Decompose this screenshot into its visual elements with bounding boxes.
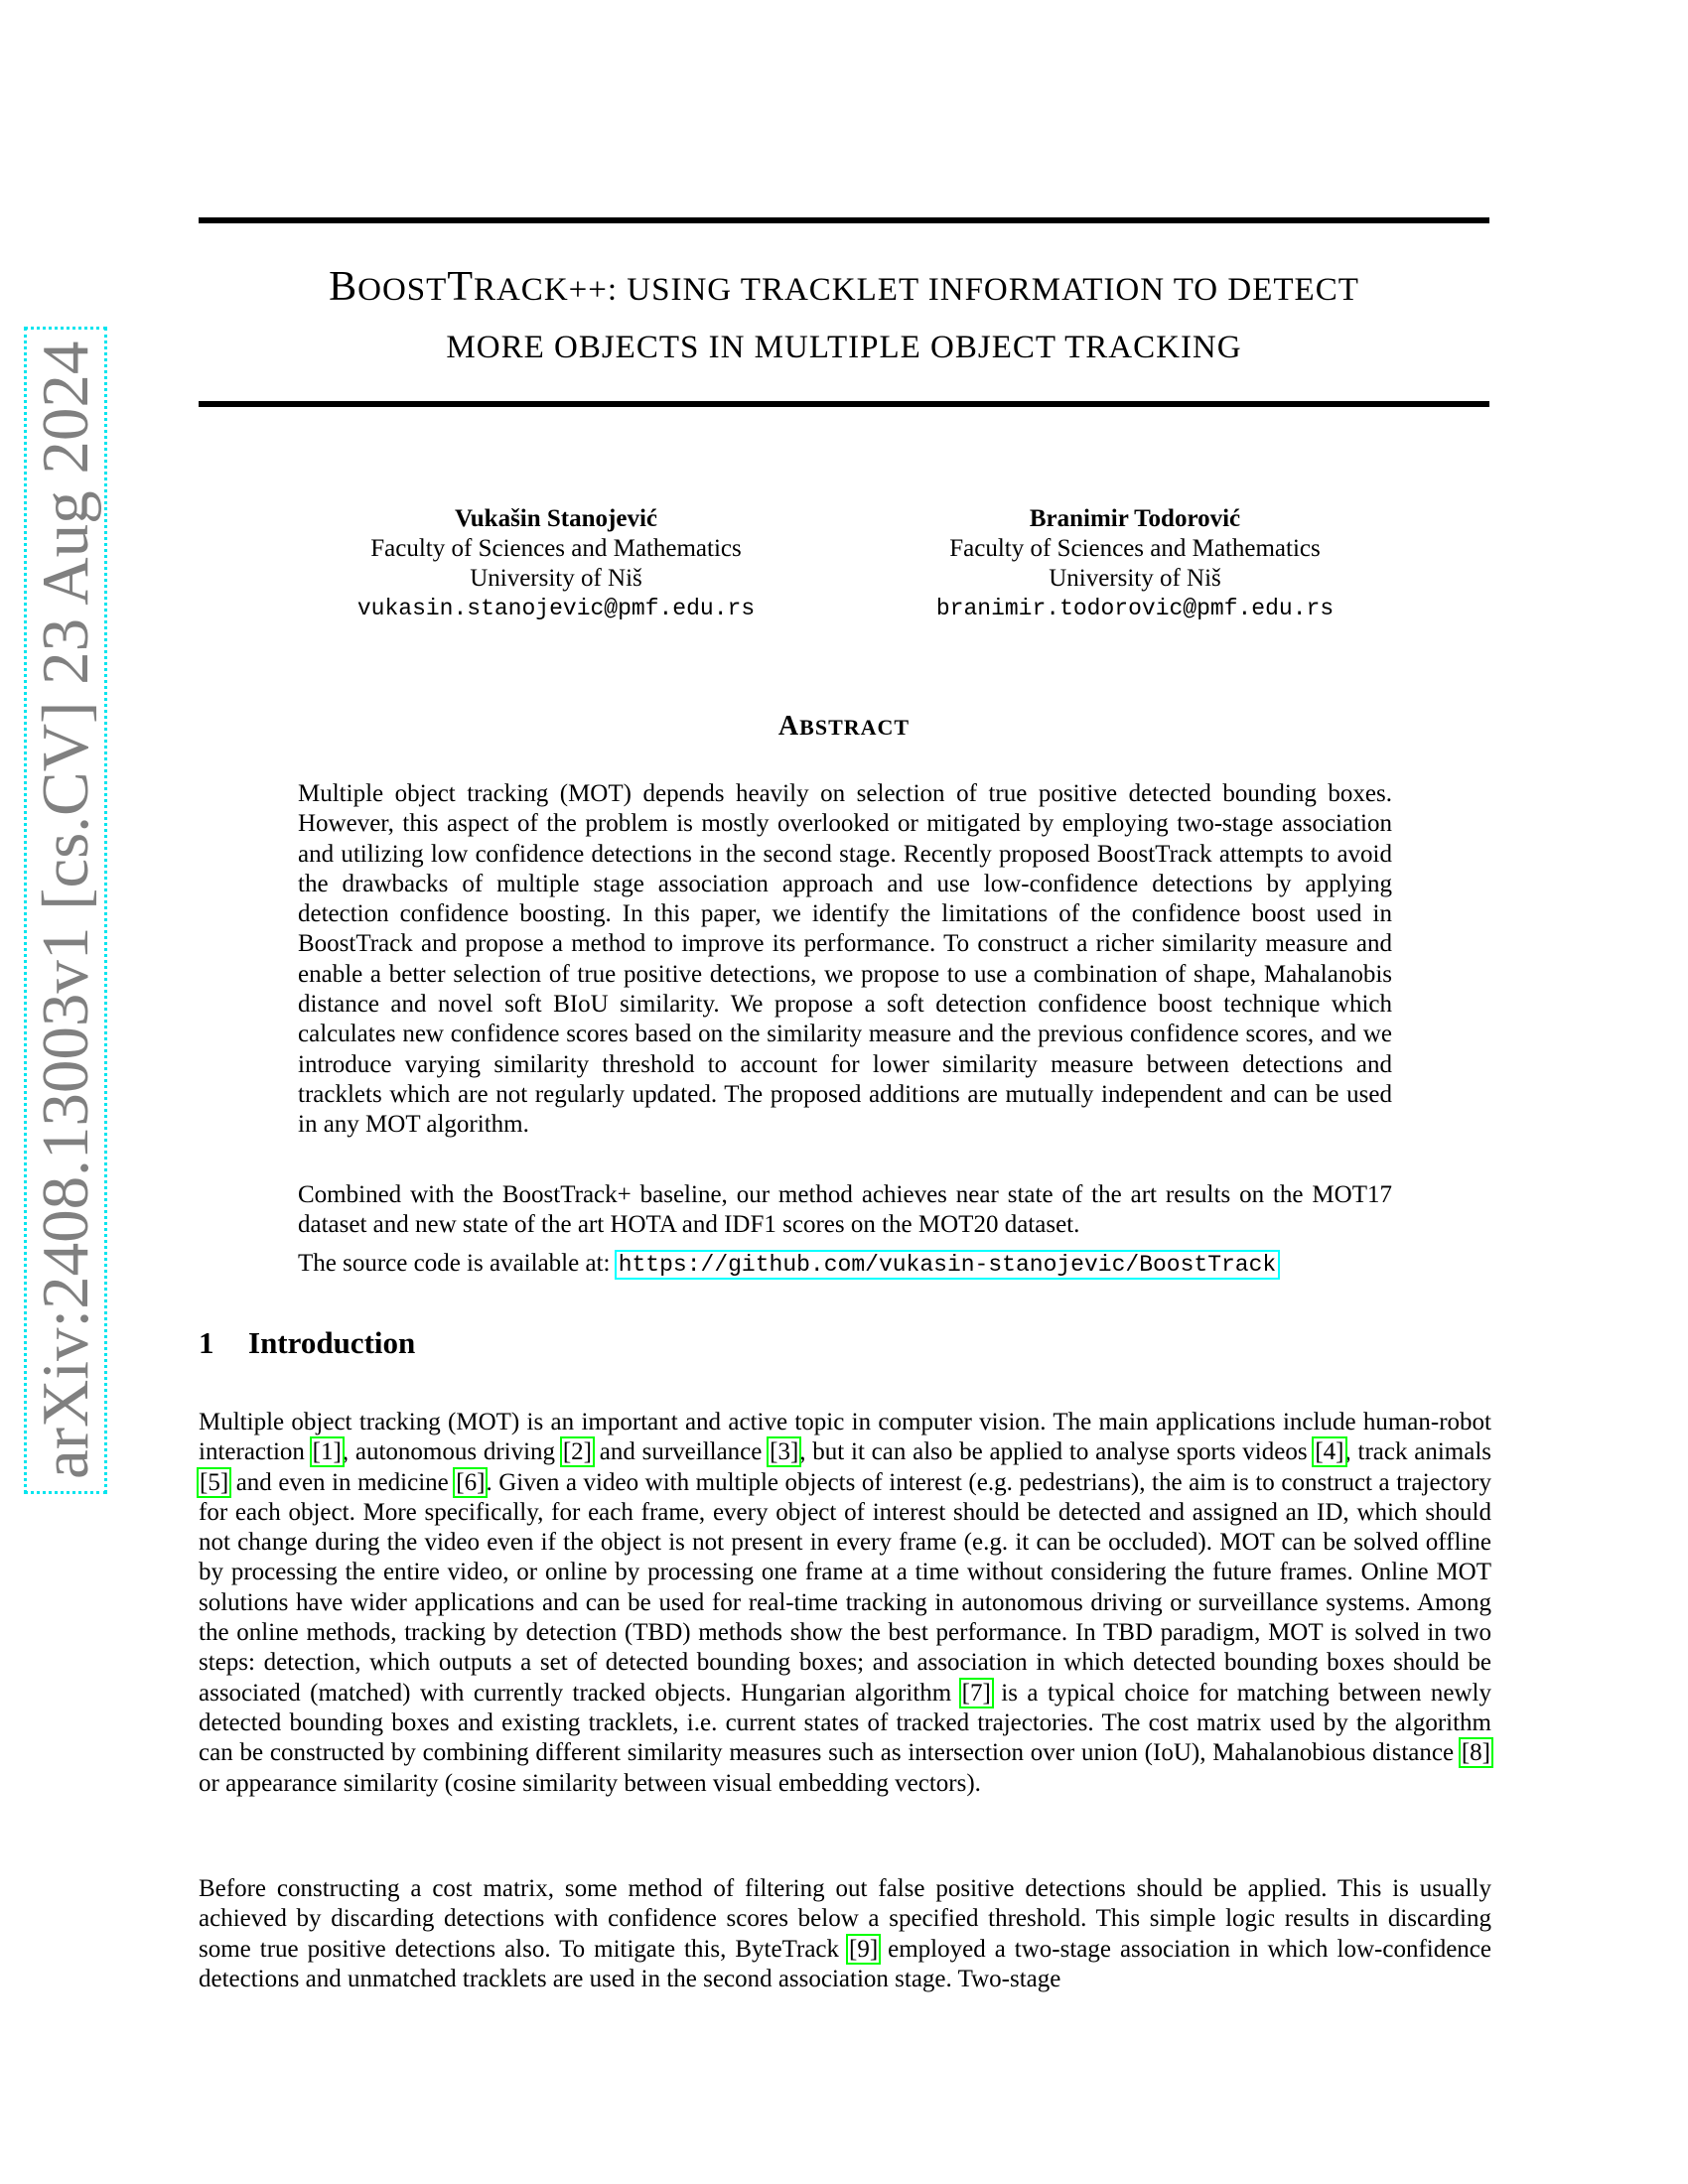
abstract-paragraph: Combined with the BoostTrack+ baseline, our method achieves near state of the art results on the MOT17 dataset and new state of the art HOTA and IDF1 scores on the MOT20 dataset. [298, 1181, 1392, 1239]
author-university: University of Niš [470, 565, 642, 592]
citation-link[interactable]: [3] [770, 1438, 799, 1466]
paper-title [199, 260, 1489, 375]
abstract-paragraph [298, 1249, 1392, 1280]
intro-paragraph: Multiple object tracking (MOT) is an important and active topic in computer vision. The main applications include human-robot interaction [1], autonomous driving [2] and surveillance [3], but it can also be applied to analyse sports videos [4], track animals [5] and even in medicine [6]. Given a video with multiple objects of interest (e.g. pedestrians), the aim is to construct a trajectory for each object. More specifically, for each frame, every object of interest should be detected and assigned an ID, which should not change during the video even if the object is not present in every frame (e.g. it can be occluded). MOT can be solved offline by processing the entire video, or online by processing one frame at a time without considering the future frames. Online MOT solutions have wider applications and can be used for real-time tracking in autonomous driving or surveillance systems. Among the online methods, tracking by detection (TBD) methods show the best performance. In TBD paradigm, MOT is solved in two steps: detection, which outputs a set of detected bounding boxes; and association in which detected bounding boxes should be associated (matched) with currently tracked objects. Hungarian algorithm [7] is a typical choice for matching between newly detected bounding boxes and existing tracklets, i.e. current states of tracked trajectories. The cost matrix used by the algorithm can be constructed by combining different similarity measures such as intersection over union (IoU), Mahalanobious distance [8] or appearance similarity (cosine similarity between visual embedding vectors). [199, 1409, 1492, 1797]
author-affiliation: Faculty of Sciences and Mathematics [949, 535, 1321, 562]
citation-link[interactable]: [6] [456, 1468, 486, 1496]
author-name: Vukašin Stanojević [455, 505, 657, 532]
arxiv-identifier-stamp[interactable]: arXiv:2408.13003v1 [cs.CV] 23 Aug 2024 [24, 327, 107, 1494]
title-rule-top [199, 217, 1489, 223]
author-affiliation: Faculty of Sciences and Mathematics [370, 535, 742, 562]
citation-link[interactable]: [1] [312, 1438, 342, 1466]
title-line-1: BOOSTTRACK++: USING TRACKLET INFORMATION TO DETECT [329, 264, 1359, 310]
author-email: branimir.todorovic@pmf.edu.rs [935, 596, 1335, 621]
section-heading [199, 1325, 415, 1361]
author-email: vukasin.stanojevic@pmf.edu.rs [356, 596, 756, 621]
title-rule-bottom [199, 401, 1489, 407]
section-title: Introduction [248, 1325, 416, 1360]
title-line-2: MORE OBJECTS IN MULTIPLE OBJECT TRACKING [446, 330, 1242, 365]
citation-link[interactable]: [8] [1461, 1739, 1490, 1767]
citation-link[interactable]: [2] [562, 1438, 592, 1466]
citation-link[interactable]: [5] [200, 1468, 229, 1496]
abstract-heading: ABSTRACT [777, 711, 911, 742]
author-block [328, 504, 784, 623]
author-university: University of Niš [1049, 565, 1221, 592]
section-number: 1 [199, 1325, 214, 1360]
intro-paragraph: Before constructing a cost matrix, some method of filtering out false positive detections should be applied. This is usually achieved by discarding detections with confidence scores below a specified threshold. This simple logic results in discarding some true positive detections also. To mitigate this, ByteTrack [9] employed a two-stage association in which low-confidence detections and unmatched tracklets are used in the second association stage. Two-stage [199, 1875, 1491, 1992]
citation-link[interactable]: [9] [849, 1935, 879, 1963]
author-name: Branimir Todorović [1029, 505, 1241, 532]
source-code-label: The source code is available at: [298, 1250, 617, 1277]
citation-link[interactable]: [7] [961, 1679, 991, 1706]
citation-link[interactable]: [4] [1315, 1438, 1344, 1466]
source-code-link[interactable]: https://github.com/vukasin-stanojevic/BoostTrack [618, 1252, 1277, 1278]
author-block [907, 504, 1363, 623]
abstract-paragraph: Multiple object tracking (MOT) depends heavily on selection of true positive detected bounding boxes. However, this aspect of the problem is mostly overlooked or mitigated by employing two-stage association and utilizing low confidence detections in the second stage. Recently proposed BoostTrack attempts to avoid the drawbacks of multiple stage association approach and use low-confidence detections by applying detection confidence boosting. In this paper, we identify the limitations of the confidence boost used in BoostTrack and propose a method to improve its performance. To construct a richer similarity measure and enable a better selection of true positive detections, we propose to use a combination of shape, Mahalanobis distance and novel soft BIoU similarity. We propose a soft detection confidence boost technique which calculates new confidence scores based on the similarity measure and the previous confidence scores, and we introduce varying similarity threshold to account for lower similarity measure between detections and tracklets which are not regularly updated. The proposed additions are mutually independent and can be used in any MOT algorithm. [298, 780, 1392, 1139]
